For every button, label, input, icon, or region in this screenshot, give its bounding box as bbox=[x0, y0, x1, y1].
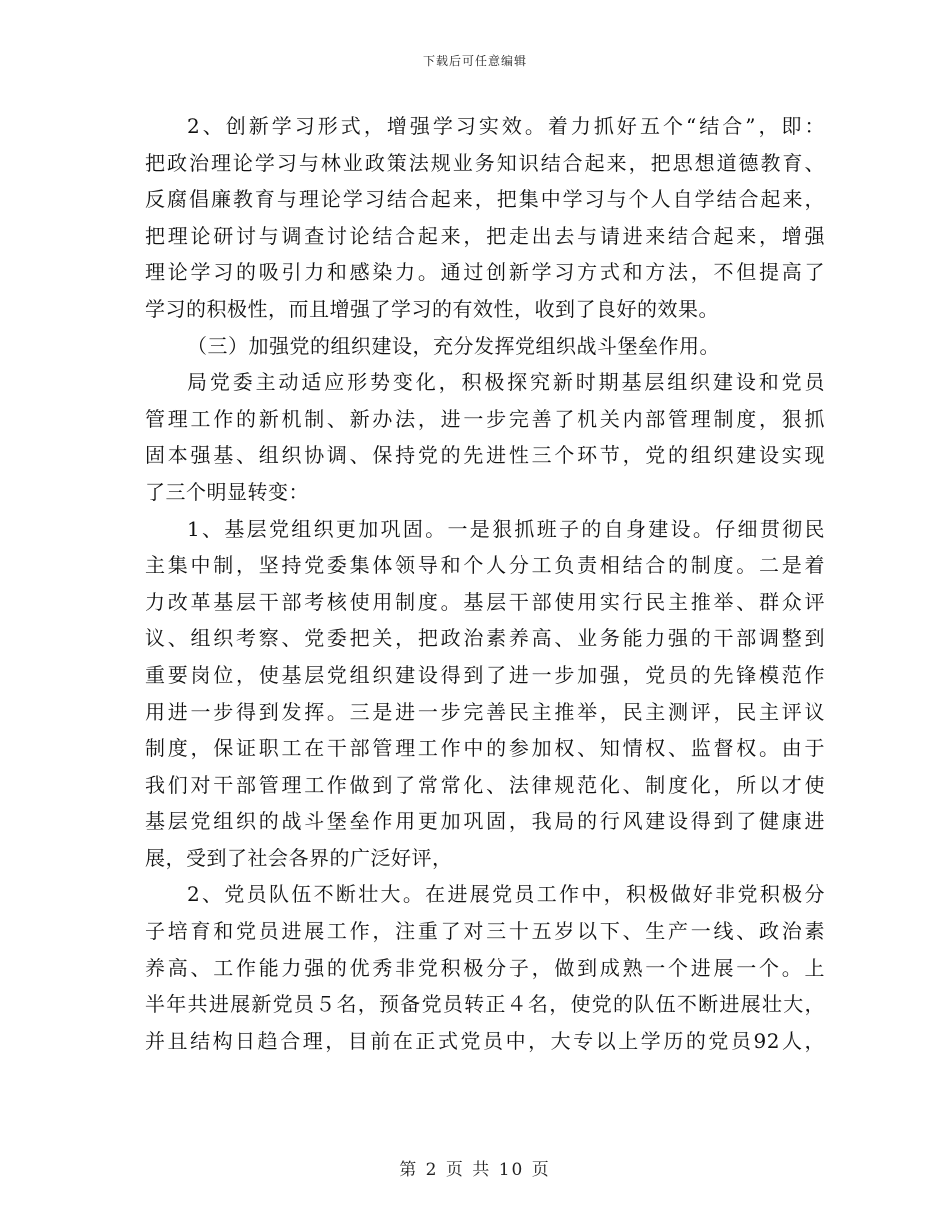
text-line: 重要岗位，使基层党组织建设得到了进一步加强，党员的先锋模范作 bbox=[145, 662, 825, 687]
page-number-footer: 第 2 页 共 10 页 bbox=[399, 1160, 551, 1180]
text-line: 我们对干部管理工作做到了常常化、法律规范化、制度化，所以才使 bbox=[145, 772, 825, 797]
text-line: 把政治理论学习与林业政策法规业务知识结合起来，把思想道德教育、 bbox=[145, 150, 825, 175]
text-line: 养高、工作能力强的优秀非党积极分子，做到成熟一个进展一个。上 bbox=[145, 955, 825, 980]
text-line: 把理论研讨与调查讨论结合起来，把走出去与请进来结合起来，增强 bbox=[145, 223, 825, 248]
text-line: 固本强基、组织协调、保持党的先进性三个环节，党的组织建设实现 bbox=[145, 443, 825, 468]
text-line: 展，受到了社会各界的广泛好评， bbox=[145, 845, 453, 870]
text-line: 议、组织考察、党委把关，把政治素养高、业务能力强的干部调整到 bbox=[145, 626, 825, 651]
text-line: 反腐倡廉教育与理论学习结合起来，把集中学习与个人自学结合起来， bbox=[145, 187, 825, 212]
text-line: 1、基层党组织更加巩固。一是狠抓班子的自身建设。仔细贯彻民 bbox=[187, 516, 825, 541]
text-line: 2、党员队伍不断壮大。在进展党员工作中，积极做好非党积极分 bbox=[187, 882, 825, 907]
text-line: 基层党组织的战斗堡垒作用更加巩固，我局的行风建设得到了健康进 bbox=[145, 809, 825, 834]
page-header-note: 下载后可任意编辑 bbox=[422, 54, 527, 68]
text-line: 主集中制，坚持党委集体领导和个人分工负责相结合的制度。二是着 bbox=[145, 553, 825, 578]
text-line: 2、创新学习形式，增强学习实效。着力抓好五个“结合”，即： bbox=[187, 114, 825, 138]
text-line: 学习的积极性，而且增强了学习的有效性，收到了良好的效果。 bbox=[145, 296, 719, 321]
text-line: 制度，保证职工在干部管理工作中的参加权、知情权、监督权。由于 bbox=[145, 736, 825, 761]
text-line: 了三个明显转变： bbox=[145, 479, 309, 504]
text-line: 并且结构日趋合理，目前在正式党员中，大专以上学历的党员92人， bbox=[145, 1028, 825, 1053]
text-line: 局党委主动适应形势变化，积极探究新时期基层组织建设和党员 bbox=[187, 370, 825, 395]
text-line: 用进一步得到发挥。三是进一步完善民主推举，民主测评，民主评议 bbox=[145, 699, 825, 724]
text-line: （三）加强党的组织建设，充分发挥党组织战斗堡垒作用。 bbox=[187, 333, 720, 358]
text-line: 子培育和党员进展工作，注重了对三十五岁以下、生产一线、政治素 bbox=[145, 919, 825, 944]
text-line: 力改革基层干部考核使用制度。基层干部使用实行民主推举、群众评 bbox=[145, 589, 825, 614]
document-body bbox=[145, 108, 825, 1059]
text-line: 半年共进展新党员５名，预备党员转正４名，使党的队伍不断进展壮大， bbox=[145, 992, 825, 1017]
text-line: 理论学习的吸引力和感染力。通过创新学习方式和方法，不但提高了 bbox=[145, 260, 825, 285]
text-line: 管理工作的新机制、新办法，进一步完善了机关内部管理制度，狠抓 bbox=[145, 406, 825, 431]
